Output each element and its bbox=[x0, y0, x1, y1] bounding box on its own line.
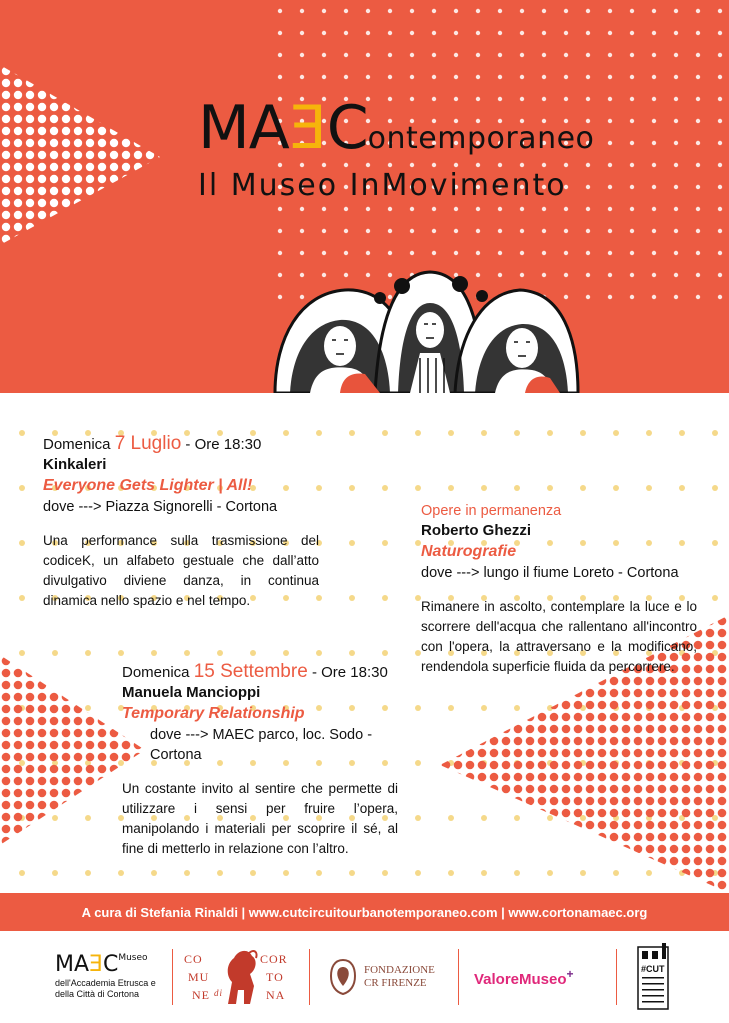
date-prefix: Domenica bbox=[43, 436, 115, 453]
event-work-title: Naturografie bbox=[421, 543, 517, 560]
cut-building-icon bbox=[634, 941, 674, 1013]
maec-mark-ma: MA bbox=[55, 952, 90, 977]
page-subtitle: Il Museo InMovimento bbox=[198, 168, 567, 203]
valore-museo-logo bbox=[474, 941, 604, 1013]
maec-logo-icon bbox=[55, 941, 165, 1013]
date-day: 15 Settembre bbox=[193, 661, 308, 682]
maec-mark-e: E bbox=[89, 952, 103, 977]
comune-ne: NE bbox=[192, 988, 210, 1002]
event-description: Una performance sulla trasmissione del codiceK, un alfabeto gestuale che dall’atto divulgativo diviene danza, in continua dinamica nello spazio e nel tempo. bbox=[43, 533, 319, 608]
cut-label: #CUT bbox=[641, 964, 665, 974]
fondazione-cr-firenze-logo bbox=[326, 941, 446, 1013]
valore-museo-name: ValoreMuseo bbox=[474, 970, 567, 988]
maec-logo-subtitle: dell'Accademia Etrusca e della Città di Cortona bbox=[55, 978, 156, 999]
event-work-title: Temporary Relationship bbox=[122, 705, 305, 722]
title-rest: ontemporaneo bbox=[367, 121, 595, 156]
footer-credits-band bbox=[0, 893, 729, 931]
valore-museo-plus: + bbox=[566, 966, 574, 981]
dotted-triangle-decoration bbox=[0, 65, 165, 250]
maec-mark-museo: Museo bbox=[118, 953, 148, 963]
page-title bbox=[198, 93, 678, 163]
event-description: Un costante invito al sentire che permette di utilizzare i sensi per fruire l’opera, manipolando i materiali per scoprire il sé, al fine di metterlo in relazione con l’altro. bbox=[122, 781, 398, 856]
comune-na: NA bbox=[266, 988, 286, 1002]
maec-logo-mark bbox=[55, 954, 165, 976]
ceramic-artwork-image bbox=[270, 268, 582, 393]
logo-divider bbox=[616, 949, 617, 1005]
fondazione-emblem-icon bbox=[328, 958, 358, 996]
title-c: C bbox=[326, 93, 368, 163]
event-location: dove ---> lungo il fiume Loreto - Cortona bbox=[421, 565, 679, 581]
cortona-lion-icon bbox=[220, 946, 260, 1006]
comune-co: CO bbox=[184, 952, 203, 966]
maec-mark-c: C bbox=[102, 952, 119, 977]
event-mancioppi bbox=[122, 662, 398, 859]
comune-mu: MU bbox=[188, 970, 210, 984]
event-date bbox=[43, 434, 319, 455]
date-prefix: Domenica bbox=[122, 664, 194, 681]
event-artist: Manuela Mancioppi bbox=[122, 684, 261, 701]
date-time: - Ore 18:30 bbox=[307, 664, 388, 681]
comune-di: di bbox=[214, 988, 224, 998]
event-description: Rimanere in ascolto, contemplare la luce e lo scorrere dell'acqua che rallentano all'incontro con l'opera, la attraversano e la modificano, rendendola superficie fluida da percorrere. bbox=[421, 599, 697, 674]
event-location: dove ---> MAEC parco, loc. Sodo - Cortona bbox=[150, 727, 373, 763]
header-banner bbox=[0, 0, 729, 393]
logo-divider bbox=[172, 949, 173, 1005]
event-date: Opere in permanenza bbox=[421, 503, 562, 519]
comune-cortona-logo bbox=[184, 941, 294, 1013]
event-ghezzi bbox=[421, 501, 697, 677]
event-date bbox=[122, 662, 398, 683]
date-day: 7 Luglio bbox=[114, 433, 182, 454]
event-artist: Roberto Ghezzi bbox=[421, 522, 532, 539]
title-ma: MA bbox=[198, 93, 289, 163]
comune-to: TO bbox=[266, 970, 284, 984]
comune-cor: COR bbox=[260, 952, 288, 966]
title-e: E bbox=[288, 93, 327, 163]
footer-credits: A cura di Stefania Rinaldi | www.cutcircuitourbanotemporaneo.com | www.cortonamaec.org bbox=[81, 904, 648, 920]
event-artist: Kinkaleri bbox=[43, 456, 107, 473]
logo-divider bbox=[309, 949, 310, 1005]
event-kinkaleri bbox=[43, 434, 319, 611]
cut-logo bbox=[634, 941, 674, 1013]
event-work-title: Everyone Gets Lighter | All! bbox=[43, 477, 253, 494]
event-location: dove ---> Piazza Signorelli - Cortona bbox=[43, 499, 278, 515]
sponsor-logos bbox=[0, 931, 729, 1023]
date-time: - Ore 18:30 bbox=[181, 436, 262, 453]
title-block bbox=[198, 93, 678, 203]
fondazione-name: FONDAZIONE CR FIRENZE bbox=[364, 964, 435, 989]
logo-divider bbox=[458, 949, 459, 1005]
